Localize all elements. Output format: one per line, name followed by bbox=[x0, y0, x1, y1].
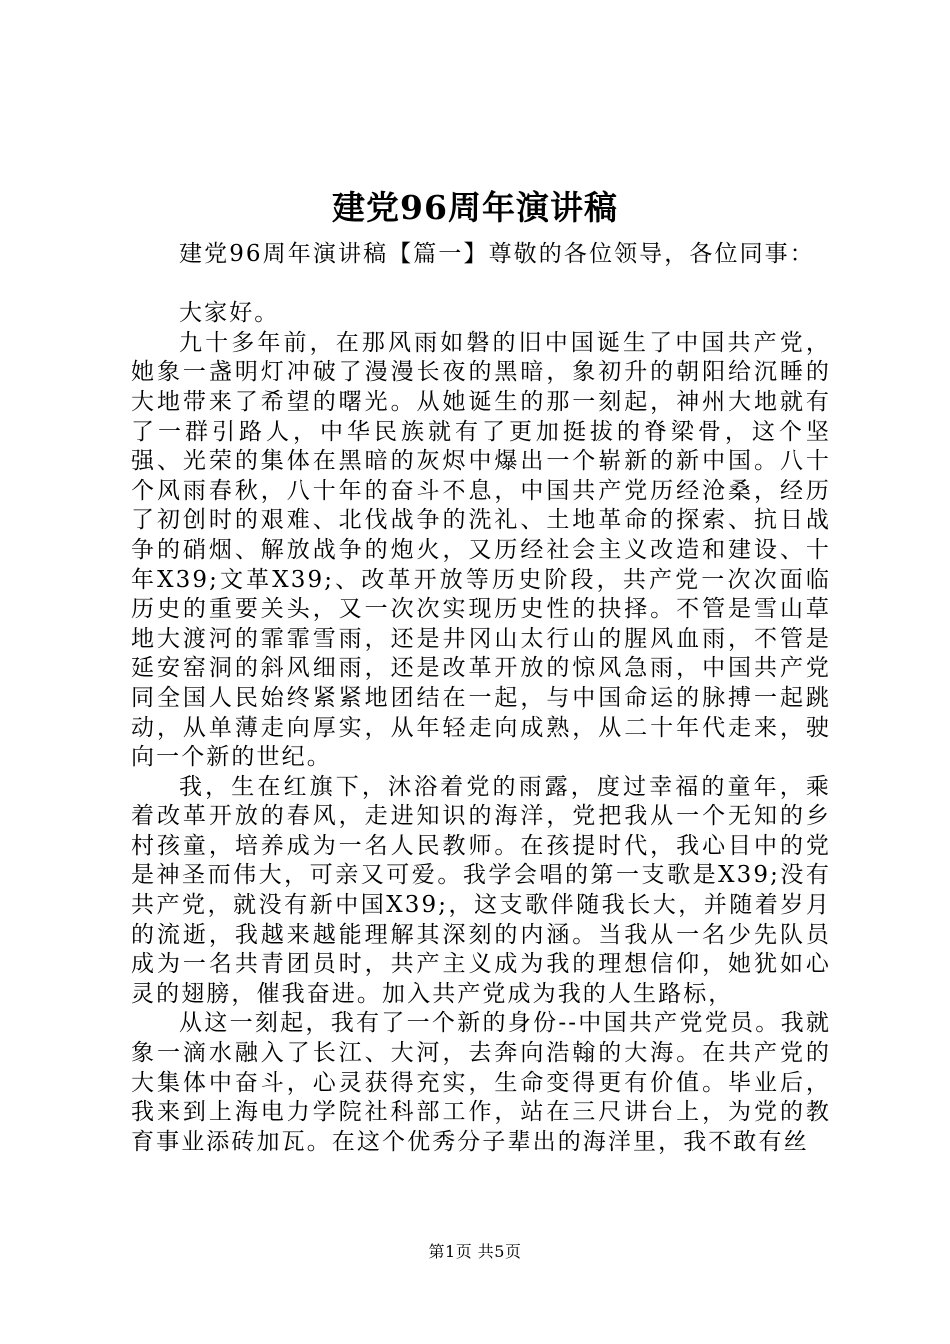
paragraph-personal: 我，生在红旗下，沐浴着党的雨露，度过幸福的童年，乘着改革开放的春风，走进知识的海洋，党把我从一个无知的乡村孩童，培养成为一名人民教师。在孩提时代，我心目中的党是神圣而伟大，可亲又可爱。我学会唱的第一支歌是X39;没有共产党，就没有新中国X39;，这支歌伴随我长大，并随着岁月的流逝，我越来越能理解其深刻的内涵。当我从一名少先队员成为一名共青团员时，共产主义成为我的理想信仰，她犹如心灵的翅膀，催我奋进。加入共产党成为我的人生路标， bbox=[131, 773, 831, 1007]
document-body bbox=[131, 240, 831, 1157]
paragraph-greeting: 大家好。 bbox=[179, 300, 280, 327]
paragraph-membership: 从这一刻起，我有了一个新的身份--中国共产党党员。我就象一滴水融入了长江、大河，去奔向浩翰的大海。在共产党的大集体中奋斗，心灵获得充实，生命变得更有价值。毕业后，我来到上海电力学院社科部工作，站在三尺讲台上，为党的教育事业添砖加瓦。在这个优秀分子辈出的海洋里，我不敢有丝 bbox=[131, 1010, 831, 1155]
paragraph-intro: 建党96周年演讲稿【篇一】尊敬的各位领导，各位同事： bbox=[179, 241, 815, 267]
page-number-footer: 第1页 共5页 bbox=[428, 1242, 522, 1261]
paragraph-history: 九十多年前，在那风雨如磐的旧中国诞生了中国共产党，她象一盏明灯冲破了漫漫长夜的黑暗，象初升的朝阳给沉睡的大地带来了希望的曙光。从她诞生的那一刻起，神州大地就有了一群引路人，中华民族就有了更加挺拔的脊梁骨，这个坚强、光荣的集体在黑暗的灰烬中爆出一个崭新的新中国。八十个风雨春秋，八十年的奋斗不息，中国共产党历经沧桑，经历了初创时的艰难、北伐战争的洗礼、土地革命的探索、抗日战争的硝烟、解放战争的炮火，又历经社会主义改造和建设、十年X39;文革X39;、改革开放等历史阶段，共产党一次次面临历史的重要关头，又一次次实现历史性的抉择。不管是雪山草地大渡河的霏霏雪雨，还是井冈山太行山的腥风血雨，不管是延安窑洞的斜风细雨，还是改革开放的惊风急雨，中国共产党同全国人民始终紧紧地团结在一起，与中国命运的脉搏一起跳动，从单薄走向厚实，从年轻走向成熟，从二十年代走来，驶向一个新的世纪。 bbox=[131, 329, 831, 771]
document-title: 建党96周年演讲稿 bbox=[332, 188, 618, 227]
